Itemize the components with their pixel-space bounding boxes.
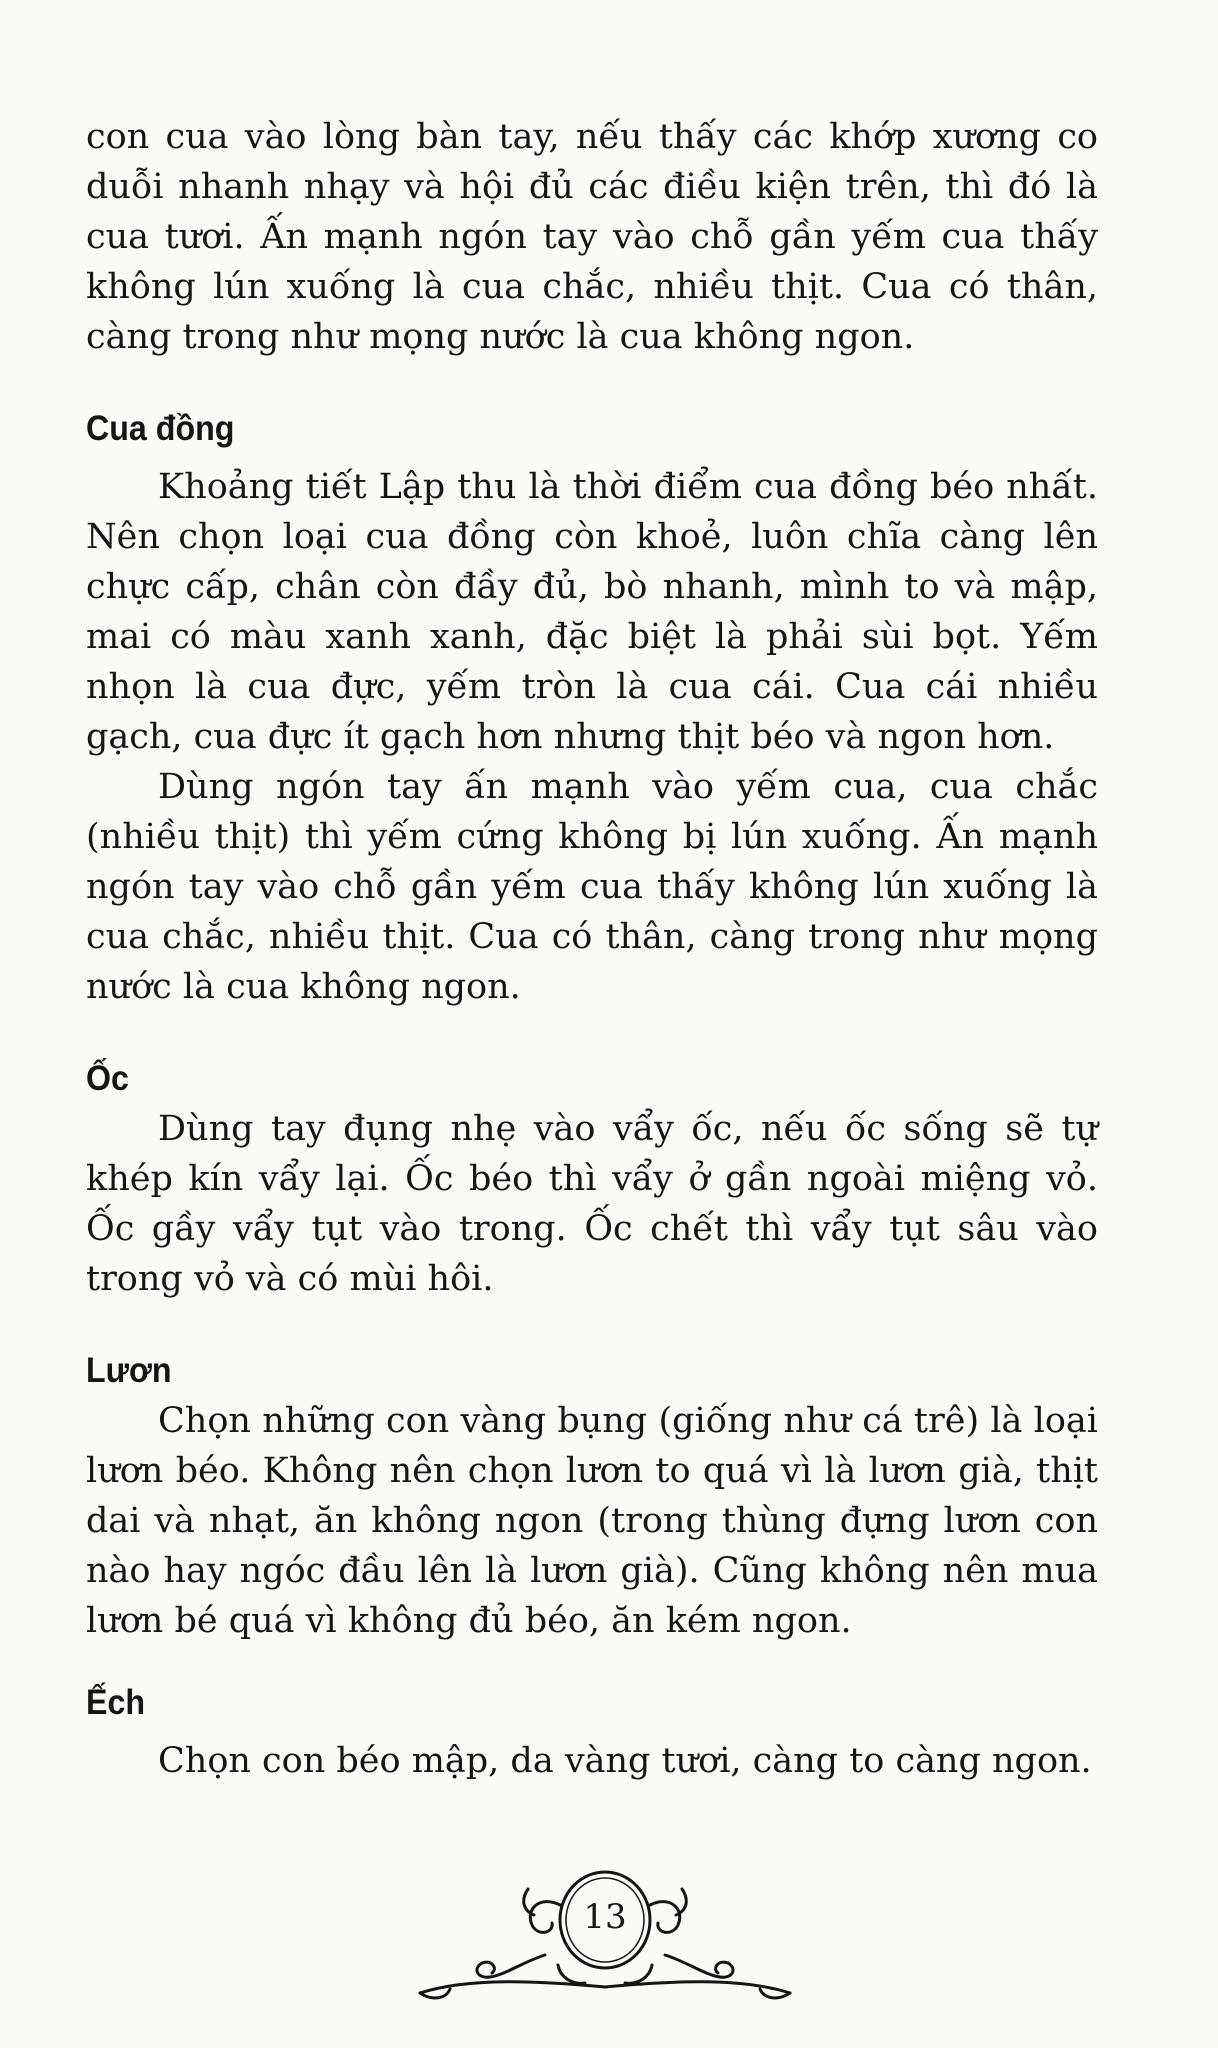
section-spacer [86,454,1098,462]
section-spacer [86,1728,1098,1736]
luon-paragraph: Chọn những con vàng bụng (giống như cá trê) là loại lươn béo. Không nên chọn lươn to quá vì là lươn già, thịt dai và nhạt, ăn không ngon (trong thùng đựng lươn con nào hay ngóc đầu lên là lươn già). Cũng không nên mua lươn bé quá vì không đủ béo, ăn kém ngon. [86,1401,1098,1641]
section-spacer [86,1012,1098,1054]
book-page-content [86,112,1098,1786]
section-heading-oc: Ốc [86,1059,129,1098]
cua-dong-paragraph-2: Dùng ngón tay ấn mạnh vào yếm cua, cua chắc (nhiều thịt) thì yếm cứng không bị lún xuống. Ấn mạnh ngón tay vào chỗ gần yếm cua thấy không lún xuống là cua chắc, nhiều thịt. Cua có thân, càng trong như mọng nước là cua không ngon. [86,767,1098,1007]
page-number-ornament [0,1865,1218,2045]
oc-paragraph: Dùng tay đụng nhẹ vào vẩy ốc, nếu ốc sống sẽ tự khép kín vẩy lại. Ốc béo thì vẩy ở gần ngoài miệng vỏ. Ốc gầy vẩy tụt vào trong. Ốc chết thì vẩy tụt sâu vào trong vỏ và có mùi hôi. [86,1109,1098,1299]
section-heading-ech: Ếch [86,1683,146,1722]
section-spacer [86,362,1098,404]
flourish-ornament-icon [0,1865,1218,2045]
page-number: 13 [583,1897,627,1937]
cua-dong-paragraph-1: Khoảng tiết Lập thu là thời điểm cua đồng béo nhất. Nên chọn loại cua đồng còn khoẻ, luôn chĩa càng lên chực cấp, chân còn đầy đủ, bò nhanh, mình to và mập, mai có màu xanh xanh, đặc biệt là phải sùi bọt. Yếm nhọn là cua đực, yếm tròn là cua cái. Cua cái nhiều gạch, cua đực ít gạch hơn nhưng thịt béo và ngon hơn. [86,467,1098,757]
ech-paragraph: Chọn con béo mập, da vàng tươi, càng to càng ngon. [158,1741,1092,1781]
section-spacer [86,1304,1098,1346]
section-spacer [86,1646,1098,1678]
intro-paragraph: con cua vào lòng bàn tay, nếu thấy các khớp xương co duỗi nhanh nhạy và hội đủ các điều kiện trên, thì đó là cua tươi. Ấn mạnh ngón tay vào chỗ gần yếm cua thấy không lún xuống là cua chắc, nhiều thịt. Cua có thân, càng trong như mọng nước là cua không ngon. [86,117,1098,357]
section-heading-luon: Lươn [86,1351,172,1390]
section-heading-cua-dong: Cua đồng [86,409,235,448]
